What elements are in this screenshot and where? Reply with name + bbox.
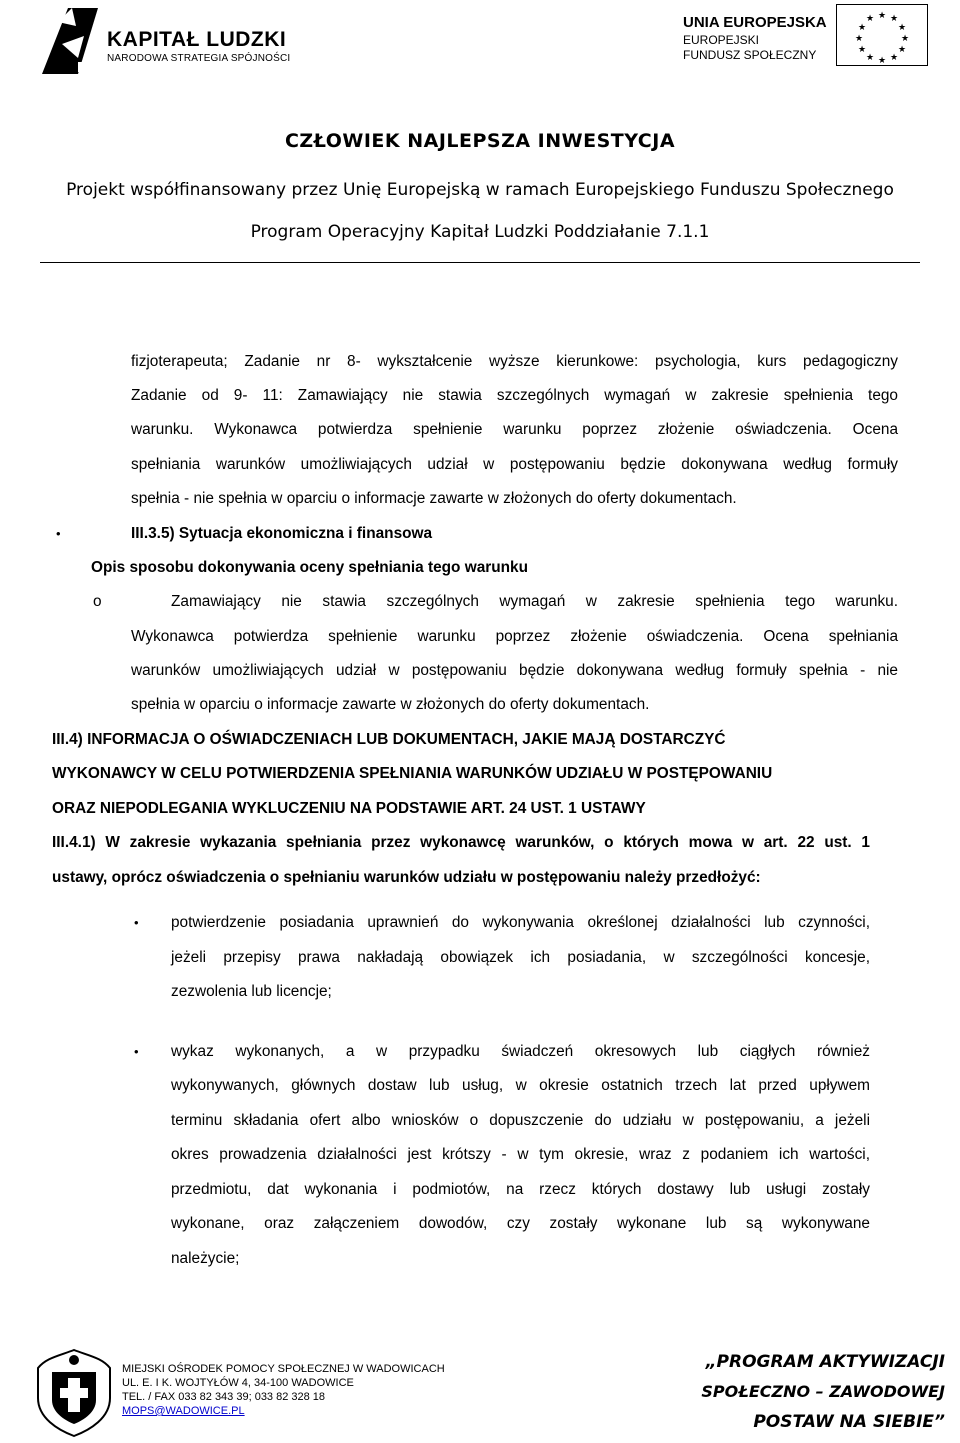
section-heading-3-4-1: III.4.1) W zakresie wykazania spełniania przez wykonawcę warunków, o których mowa w art. 22 ust. 1 [52,834,870,851]
svg-text:★: ★ [857,23,867,33]
footer-institution: MIEJSKI OŚRODEK POMOCY SPOŁECZNEJ W WADOWICACH [122,1363,445,1375]
footer-email-link[interactable]: MOPS@WADOWICE.PL [122,1405,245,1417]
svg-text:★: ★ [857,45,867,55]
list-item-line: przedmiotu, dat wykonania i podmiotów, na rzecz których dostawy lub usługi zostały [171,1181,870,1198]
list-item-line: wykonane, oraz załączeniem dowodów, czy zostały wykonane lub są wykonywane [171,1215,870,1232]
svg-text:★: ★ [877,11,887,21]
ue-line-2: EUROPEJSKI [683,33,760,47]
paragraph-line: fizjoterapeuta; Zadanie nr 8- wykształcenie wyższe kierunkowe: psychologia, kurs pedagogiczny [131,353,898,370]
svg-text:★: ★ [900,34,910,44]
list-item-line: terminu składania ofert albo wniosków o dopuszczenie do udziału w postępowaniu, a jeżeli [171,1112,870,1129]
paragraph-line: spełniania warunków umożliwiających udział w postępowaniu będzie dokonywana według formuły [131,456,898,473]
svg-text:★: ★ [897,23,907,33]
list-item-line: potwierdzenie posiadania uprawnień do wykonywania określonej działalności lub czynności, [171,914,870,931]
svg-text:★: ★ [854,34,864,44]
section-heading-3-4: ORAZ NIEPODLEGANIA WYKLUCZENIU NA PODSTAWIE ART. 24 UST. 1 USTAWY [52,800,646,817]
ue-title: UNIA EUROPEJSKA [683,14,827,31]
slogan-line-3: POSTAW NA SIEBIE” [753,1412,945,1432]
kapital-ludzki-title: KAPITAŁ LUDZKI [107,28,287,51]
paragraph-line: warunku. Wykonawca potwierdza spełnienie warunku poprzez złożenie oświadczenia. Ocena [131,421,898,438]
section-heading-3-4: WYKONAWCY W CELU POTWIERDZENIA SPEŁNIANIA WARUNKÓW UDZIAŁU W POSTĘPOWANIU [52,765,773,782]
paragraph-line: spełnia w oparciu o informacje zawarte w złożonych do oferty dokumentach. [131,696,650,713]
svg-text:★: ★ [865,53,875,63]
project-line: Projekt współfinansowany przez Unię Europejską w ramach Europejskiego Funduszu Społecznego [66,180,894,200]
svg-text:★: ★ [877,56,887,66]
list-item-line: należycie; [171,1250,240,1267]
header-divider [40,262,920,263]
slogan-line-1: „PROGRAM AKTYWIZACJI [705,1352,945,1372]
program-line: Program Operacyjny Kapitał Ludzki Poddziałanie 7.1.1 [250,222,710,242]
svg-text:★: ★ [889,53,899,63]
program-slogan-logo [701,1348,955,1440]
bullet-icon: • [56,526,61,541]
list-item-line: wykonywanych, głównych dostaw lub usług, w okresie ostatnich trzech lat przed upływem [171,1077,870,1094]
section-heading-3-4-1: ustawy, oprócz oświadczenia o spełnianiu warunków udziału w postępowaniu należy przedłożyć: [52,869,761,886]
slogan-line-2: SPOŁECZNO – ZAWODOWEJ [701,1382,945,1401]
footer-address: UL. E. I K. WOJTYŁÓW 4, 34-100 WADOWICE [122,1377,354,1389]
list-item-line: zezwolenia lub licencje; [171,983,332,1000]
bullet-icon: • [134,915,139,930]
ue-line-3: FUNDUSZ SPOŁECZNY [683,48,817,62]
paragraph-line: warunków umożliwiających udział w postępowaniu będzie dokonywana według formuły spełnia - nie [131,662,898,679]
list-item-line: okres prowadzenia działalności jest krótszy - w tym okresie, wraz z podaniem ich wartości, [171,1146,870,1163]
paragraph-line: spełnia - nie spełnia w oparciu o informacje zawarte w złożonych do oferty dokumentach. [131,490,737,507]
paragraph-line: Zamawiający nie stawia szczególnych wymagań w zakresie spełnienia tego warunku. [171,593,898,610]
section-heading-3-4: III.4) INFORMACJA O OŚWIADCZENIACH LUB DOKUMENTACH, JAKIE MAJĄ DOSTARCZYĆ [52,731,726,748]
svg-text:★: ★ [865,14,875,24]
list-marker-o: o [93,593,102,610]
motto: CZŁOWIEK NAJLEPSZA INWESTYCJA [284,130,676,152]
wadowice-coat-of-arms-logo [28,1346,120,1438]
eu-flag-icon [836,4,928,66]
svg-text:★: ★ [889,14,899,24]
svg-text:★: ★ [897,45,907,55]
paragraph-line: Zadanie od 9- 11: Zamawiający nie stawia szczególnych wymagań w zakresie spełnienia tego [131,387,898,404]
opis-heading: Opis sposobu dokonywania oceny spełniania tego warunku [91,559,529,576]
paragraph-line: Wykonawca potwierdza spełnienie warunku poprzez złożenie oświadczenia. Ocena spełniania [131,628,898,645]
list-item-line: wykaz wykonanych, a w przypadku świadczeń okresowych lub ciągłych również [171,1043,870,1060]
list-item-line: jeżeli przepisy prawa nakładają obowiązek ich posiadania, w szczególności koncesje, [171,949,870,966]
kapital-ludzki-subtitle: NARODOWA STRATEGIA SPÓJNOŚCI [107,53,291,64]
section-heading-3-3-5: III.3.5) Sytuacja ekonomiczna i finansowa [131,525,433,542]
footer-phone: TEL. / FAX 033 82 343 39; 033 82 328 18 [122,1391,326,1403]
bullet-icon: • [134,1044,139,1059]
